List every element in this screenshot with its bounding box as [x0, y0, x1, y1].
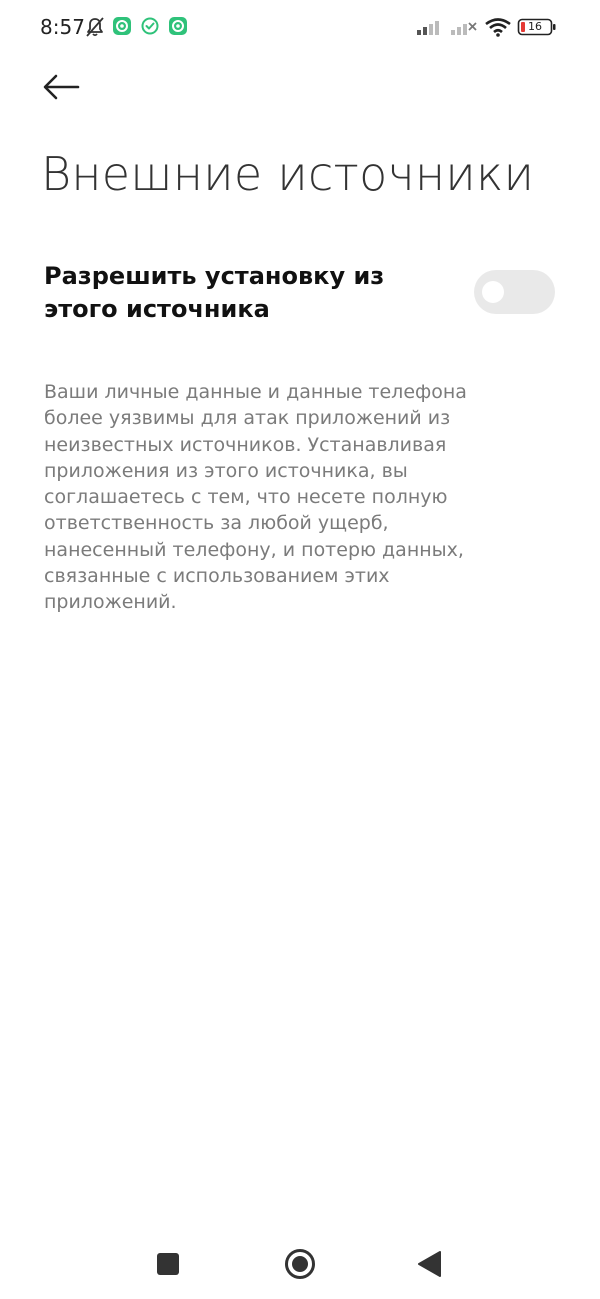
page-title: Внешние источники: [41, 147, 535, 201]
signal-no-service-icon: [450, 16, 478, 38]
home-button[interactable]: [265, 1230, 335, 1299]
back-button[interactable]: [38, 66, 84, 112]
bell-off-icon: [84, 16, 106, 38]
allow-install-label: Разрешить установку из этого источника: [44, 262, 385, 323]
signal-icon: [416, 16, 444, 38]
wifi-icon: [484, 16, 512, 38]
back-icon: [396, 1230, 466, 1299]
status-bar: [0, 0, 600, 56]
recent-apps-icon: [133, 1230, 203, 1299]
recent-apps-button[interactable]: [133, 1230, 203, 1299]
system-back-button[interactable]: [396, 1230, 466, 1299]
app-notification-icon: [112, 16, 134, 38]
arrow-left-icon: [38, 66, 84, 112]
warning-description: Ваши личные данные и данные телефона более уязвимы для атак приложений из неизвестных источников. Устанавливая приложения из этого источника, вы соглашаетесь с тем, что несете полную ответственность за любой ущерб, нанесенный телефону, и потерю данных, связанные с использованием этих приложений.: [44, 381, 467, 614]
check-circle-icon: [140, 16, 162, 38]
app-notification-icon: [168, 16, 190, 38]
battery-level: 16: [528, 20, 542, 33]
navigation-bar: [0, 1230, 600, 1299]
home-icon: [265, 1230, 335, 1299]
battery-icon: [517, 16, 557, 38]
allow-install-setting-row[interactable]: [0, 252, 600, 342]
status-time: 8:57: [40, 15, 85, 39]
allow-install-toggle[interactable]: [474, 270, 555, 314]
toggle-knob: [482, 281, 504, 303]
